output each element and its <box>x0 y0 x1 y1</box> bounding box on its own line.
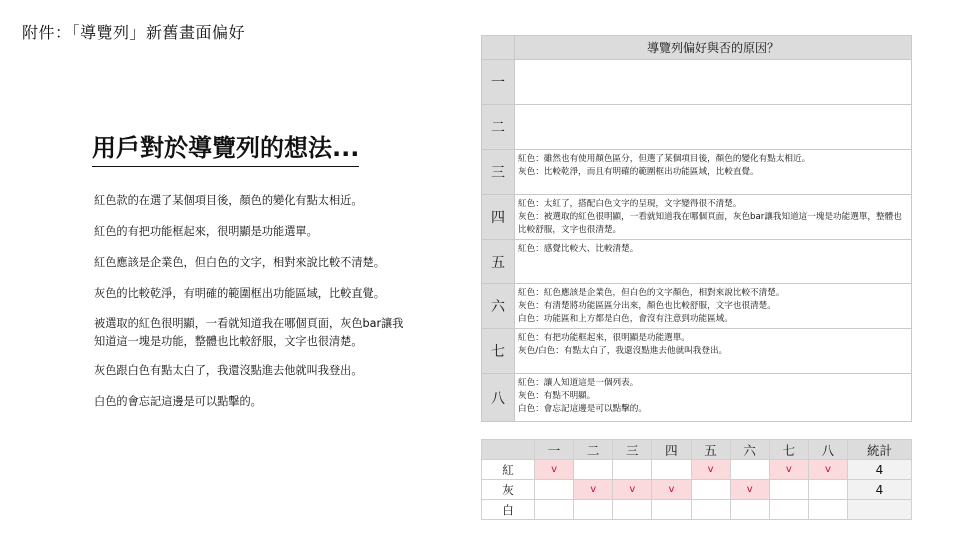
preference-mark: v <box>652 480 691 500</box>
stats-corner-cell <box>482 440 535 460</box>
reasons-cell <box>515 374 912 422</box>
stats-column-header: 六 <box>730 440 769 460</box>
stats-total <box>848 500 912 520</box>
preference-mark: v <box>535 460 574 480</box>
stats-column-header: 八 <box>808 440 847 460</box>
preference-mark: v <box>730 480 769 500</box>
stats-empty-cell <box>730 460 769 480</box>
stats-empty-cell <box>691 500 730 520</box>
reason-line: 灰色：有點不明顯。 <box>518 391 596 401</box>
reason-line: 紅色：讓人知道這是一個列表。 <box>518 378 639 388</box>
reasons-row <box>482 284 912 329</box>
reason-line: 紅色：感覺比較大、比較清楚。 <box>518 244 639 254</box>
stats-row <box>482 460 912 480</box>
reason-line: 紅色：紅色應該是企業色，但白色的文字顏色，相對來說比較不清楚。 <box>518 288 785 298</box>
comment-6: 灰色跟白色有點太白了，我還沒點進去他就叫我登出。 <box>94 364 363 377</box>
stats-empty-cell <box>808 480 847 500</box>
reason-line: 灰色：有清楚將功能區區分出來，顏色也比較舒服，文字也很清楚。 <box>518 301 776 311</box>
reasons-cell <box>515 150 912 195</box>
stats-total-header: 統計 <box>848 440 912 460</box>
reasons-row <box>482 240 912 284</box>
participant-number: 八 <box>482 374 515 422</box>
stats-empty-cell <box>535 500 574 520</box>
reason-line: 灰色：比較乾淨，而且有明確的範圍框出功能區域，比較直覺。 <box>518 167 759 177</box>
stats-empty-cell <box>808 500 847 520</box>
preference-mark: v <box>613 480 652 500</box>
reasons-row <box>482 329 912 374</box>
reason-line: 灰色/白色：有點太白了，我還沒點進去他就叫我登出。 <box>518 346 728 356</box>
stats-row <box>482 480 912 500</box>
preference-mark: v <box>808 460 847 480</box>
stats-total: 4 <box>848 480 912 500</box>
reasons-table <box>481 35 912 422</box>
stats-empty-cell <box>574 500 613 520</box>
reasons-corner-cell <box>482 36 515 60</box>
participant-number: 五 <box>482 240 515 284</box>
stats-row-label: 灰 <box>482 480 535 500</box>
reason-line: 紅色：雖然也有使用顏色區分，但選了某個項目後，顏色的變化有點太相近。 <box>518 154 811 164</box>
stats-column-header: 七 <box>769 440 808 460</box>
reasons-cell <box>515 284 912 329</box>
preference-mark: v <box>769 460 808 480</box>
preference-stats-table <box>481 439 912 520</box>
participant-number: 三 <box>482 150 515 195</box>
reason-line: 灰色：被選取的紅色很明顯，一看就知道我在哪個頁面，灰色bar讓我知道這一塊是功能選單，整體也比較舒服，文字也很清楚。 <box>518 212 902 235</box>
participant-number: 六 <box>482 284 515 329</box>
comment-7: 白色的會忘記這邊是可以點擊的。 <box>94 395 262 408</box>
participant-number: 二 <box>482 105 515 150</box>
reasons-cell <box>515 195 912 240</box>
stats-empty-cell <box>613 500 652 520</box>
reason-line: 紅色：有把功能框起來，很明顯是功能選單。 <box>518 333 690 343</box>
reasons-header: 導覽列偏好與否的原因？ <box>515 36 912 60</box>
comment-5: 被選取的紅色很明顯，一看就知道我在哪個頁面，灰色bar讓我知道這一塊是功能，整體也比較舒服，文字也很清楚。 <box>94 317 404 348</box>
reasons-row <box>482 150 912 195</box>
comment-4: 灰色的比較乾淨，有明確的範圍框出功能區域，比較直覺。 <box>94 287 385 300</box>
preference-mark: v <box>691 460 730 480</box>
stats-empty-cell <box>535 480 574 500</box>
participant-number: 七 <box>482 329 515 374</box>
reasons-row <box>482 105 912 150</box>
stats-column-header: 三 <box>613 440 652 460</box>
stats-row <box>482 500 912 520</box>
section-heading: 用戶對於導覽列的想法... <box>92 133 359 167</box>
stats-column-header: 一 <box>535 440 574 460</box>
participant-number: 四 <box>482 195 515 240</box>
reason-line: 紅色：太紅了，搭配白色文字的呈現，文字變得很不清楚。 <box>518 199 742 209</box>
reasons-row <box>482 374 912 422</box>
page-title: 附件：「導覽列」新舊畫面偏好 <box>22 23 246 42</box>
preference-mark: v <box>574 480 613 500</box>
stats-total: 4 <box>848 460 912 480</box>
participant-number: 一 <box>482 60 515 105</box>
stats-column-header: 四 <box>652 440 691 460</box>
reason-line: 白色：會忘記這邊是可以點擊的。 <box>518 404 647 414</box>
stats-empty-cell <box>691 480 730 500</box>
reasons-cell <box>515 60 912 105</box>
stats-row-label: 白 <box>482 500 535 520</box>
reasons-row <box>482 195 912 240</box>
stats-empty-cell <box>652 460 691 480</box>
comment-2: 紅色的有把功能框起來，很明顯是功能選單。 <box>94 225 318 238</box>
comment-3: 紅色應該是企業色，但白色的文字，相對來說比較不清楚。 <box>94 256 385 269</box>
stats-empty-cell <box>730 500 769 520</box>
stats-column-header: 五 <box>691 440 730 460</box>
reasons-cell <box>515 240 912 284</box>
stats-empty-cell <box>574 460 613 480</box>
stats-empty-cell <box>652 500 691 520</box>
reasons-cell <box>515 105 912 150</box>
reason-line: 白色：功能區和上方都是白色，會沒有注意到功能區域。 <box>518 314 733 324</box>
stats-empty-cell <box>769 480 808 500</box>
reasons-row <box>482 60 912 105</box>
stats-empty-cell <box>613 460 652 480</box>
stats-row-label: 紅 <box>482 460 535 480</box>
reasons-cell <box>515 329 912 374</box>
stats-empty-cell <box>769 500 808 520</box>
stats-column-header: 二 <box>574 440 613 460</box>
comment-1: 紅色款的在選了某個項目後，顏色的變化有點太相近。 <box>94 194 363 207</box>
